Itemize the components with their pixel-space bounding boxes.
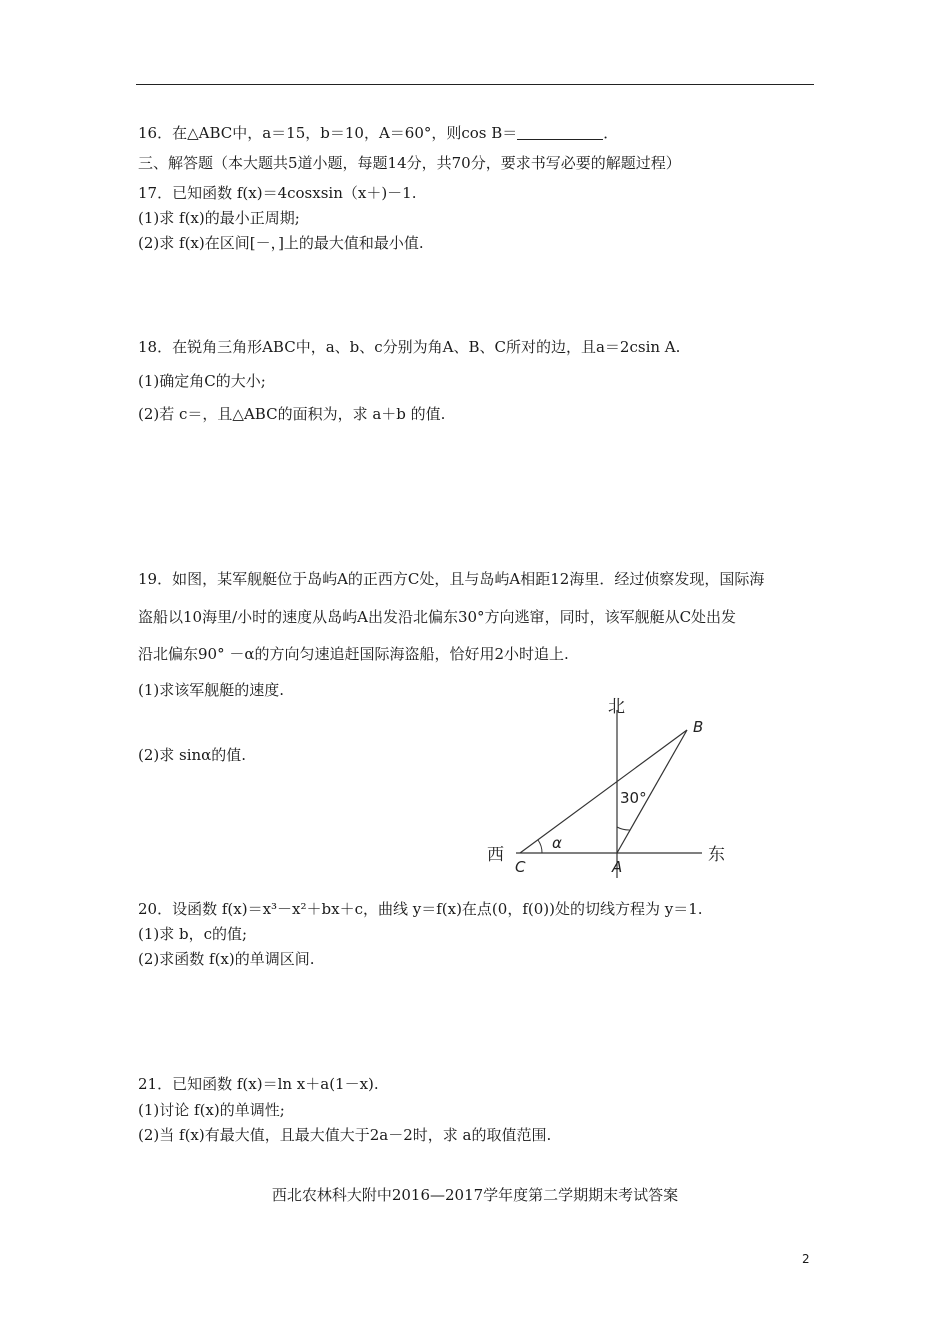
question-20-part2: (2)求函数 f(x)的单调区间.: [138, 950, 315, 968]
label-west: 西: [487, 845, 504, 865]
question-19-line1: 19．如图，某军舰艇位于岛屿A的正西方C处，且与岛屿A相距12海里．经过侦察发现，国际海: [138, 570, 765, 588]
label-point-C: C: [515, 858, 526, 876]
page-number: 2: [802, 1252, 810, 1266]
question-18-part2: (2)若 c＝，且△ABC的面积为，求 a＋b 的值.: [138, 405, 446, 423]
question-16: 16．在△ABC中，a＝15，b＝10，A＝60°，则cos B＝ ．: [138, 124, 619, 142]
question-20-stem: 20．设函数 f(x)＝x³－x²＋bx＋c，曲线 y＝f(x)在点(0，f(0))处的切线方程为 y＝1.: [138, 900, 703, 918]
question-21-part1: (1)讨论 f(x)的单调性;: [138, 1101, 285, 1119]
question-21-part2: (2)当 f(x)有最大值，且最大值大于2a－2时，求 a的取值范围.: [138, 1126, 552, 1144]
section-heading: 三、解答题（本大题共5道小题，每题14分，共70分，要求书写必要的解题过程）: [138, 154, 681, 172]
label-alpha: α: [552, 834, 562, 852]
segment-CB: [520, 730, 687, 853]
question-19-line2: 盗船以10海里/小时的速度从岛屿A出发沿北偏东30°方向逃窜，同时，该军舰艇从C处出发: [138, 608, 737, 626]
question-19-part2: (2)求 sinα的值.: [138, 746, 247, 764]
question-17-stem: 17．已知函数 f(x)＝4cosxsin（x＋)－1.: [138, 184, 417, 202]
label-east: 东: [708, 845, 725, 865]
question-18-stem: 18．在锐角三角形ABC中，a、b、c分别为角A、B、C所对的边，且a＝2csin A.: [138, 338, 681, 356]
question-17-part1: (1)求 f(x)的最小正周期;: [138, 209, 300, 227]
answer-blank: [517, 125, 603, 140]
label-north: 北: [608, 697, 625, 717]
header-rule: [136, 84, 814, 85]
question-19-part1: (1)求该军舰艇的速度.: [138, 681, 285, 699]
label-angle-30: 30°: [620, 789, 647, 807]
question-21-stem: 21．已知函数 f(x)＝ln x＋a(1－x).: [138, 1075, 379, 1093]
answer-key-title: 西北农林科大附中2016—2017学年度第二学期期末考试答案: [271, 1186, 679, 1204]
navigation-figure: [480, 690, 740, 880]
alpha-arc: [538, 840, 542, 853]
question-20-part1: (1)求 b，c的值;: [138, 925, 248, 943]
question-17-part2: (2)求 f(x)在区间[－，]上的最大值和最小值.: [138, 234, 424, 252]
label-point-B: B: [693, 718, 704, 736]
thirty-degree-arc: [617, 827, 630, 830]
question-18-part1: (1)确定角C的大小;: [138, 372, 266, 390]
label-point-A: A: [612, 858, 623, 876]
question-19-line3: 沿北偏东90° －α的方向匀速追赶国际海盗船，恰好用2小时追上.: [138, 645, 569, 663]
